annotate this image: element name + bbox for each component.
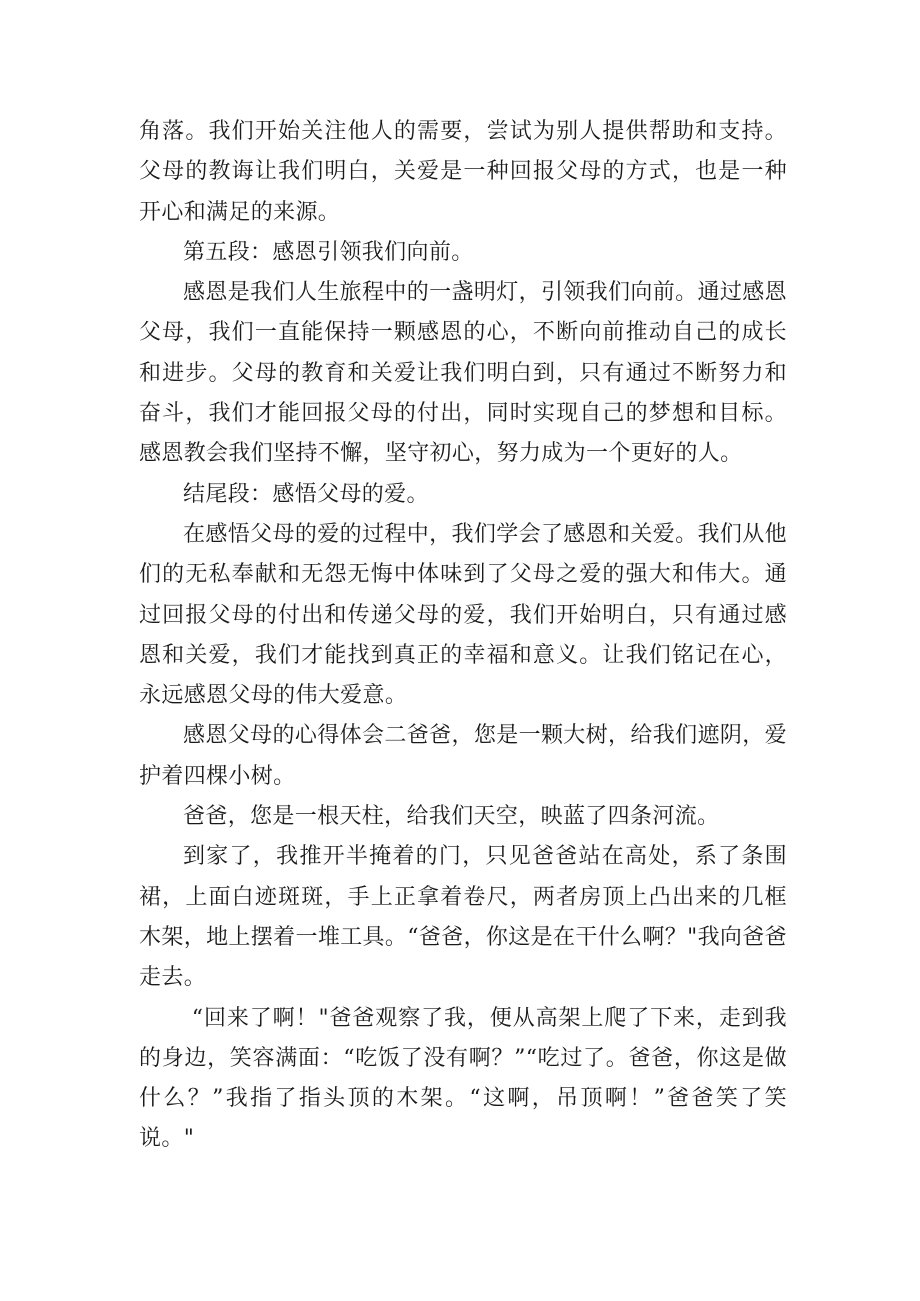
paragraph-conclusion: 在感悟父母的爱的过程中，我们学会了感恩和关爱。我们从他们的无私奉献和无怨无悔中体味到了父母之爱的强大和伟大。通过回报父母的付出和传递父母的爱，我们开始明白，只有通过感恩和关爱，我们才能找到真正的幸福和意义。让我们铭记在心，永远感恩父母的伟大爱意。 [139, 521, 787, 709]
document-body [139, 112, 787, 1160]
section-heading-conclusion: 结尾段：感悟父母的爱。 [183, 481, 429, 507]
paragraph-section-five: 感恩是我们人生旅程中的一盏明灯，引领我们向前。通过感恩父母，我们一直能保持一颗感恩的心，不断向前推动自己的成长和进步。父母的教育和关爱让我们明白到，只有通过不断努力和奋斗，我们才能回报父母的付出，同时实现自己的梦想和目标。感恩教会我们坚持不懈，坚守初心，努力成为一个更好的人。 [139, 280, 787, 467]
paragraph-essay-two-intro: 感恩父母的心得体会二爸爸，您是一颗大树，给我们遮阴，爱护着四棵小树。 [139, 723, 787, 789]
paragraph-arriving-home: 到家了，我推开半掩着的门，只见爸爸站在高处，系了条围裙，上面白迹斑斑，手上正拿着卷尺，两者房顶上凸出来的几框木架，地上摆着一堆工具。“爸爸，你这是在干什么啊？"我向爸爸走去。 [139, 844, 787, 991]
section-heading-five: 第五段：感恩引领我们向前。 [183, 239, 474, 265]
paragraph-continuation: 角落。我们开始关注他人的需要，尝试为别人提供帮助和支持。父母的教诲让我们明白，关爱是一种回报父母的方式，也是一种开心和满足的来源。 [139, 119, 787, 225]
paragraph-dialogue: “回来了啊！"爸爸观察了我，便从高架上爬了下来，走到我的身边，笑容满面：“吃饭了没有啊？”“吃过了。爸爸，你这是做什么？”我指了指头顶的木架。“这啊，吊顶啊！”爸爸笑了笑说。" [139, 1005, 787, 1152]
paragraph-sky-pillar: 爸爸，您是一根天柱，给我们天空，映蓝了四条河流。 [183, 804, 720, 830]
